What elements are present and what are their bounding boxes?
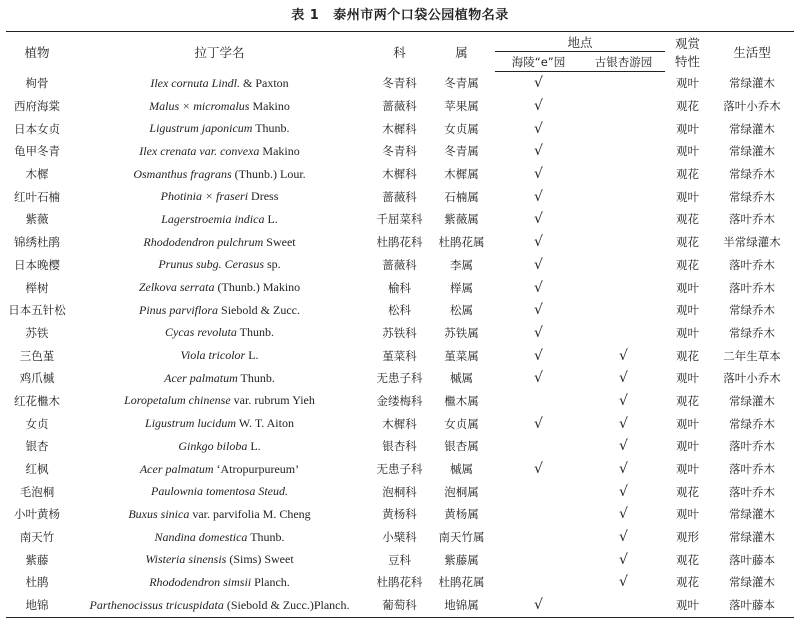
plant-name: 红枫 [25, 462, 49, 477]
header-plant: 植物 [6, 32, 68, 72]
latin-name [68, 254, 371, 277]
latin-name [68, 503, 371, 526]
lifeform: 常绿灌木 [729, 530, 776, 545]
genus: 紫藤属 [444, 552, 479, 567]
authority: & Paxton [239, 75, 289, 90]
family: 蔷薇科 [382, 99, 417, 114]
loc2-check: √ [619, 438, 628, 455]
lifeform: 常绿乔木 [729, 303, 776, 318]
loc2-check [582, 208, 665, 231]
loc1-check [495, 526, 582, 549]
loc1-check: √ [534, 188, 543, 205]
plant-name: 杜鹃 [25, 575, 49, 590]
plant-name: 日本女贞 [14, 121, 60, 136]
authority: L. [264, 211, 278, 226]
genus: 泡桐属 [444, 484, 479, 499]
loc2-check [582, 594, 665, 617]
lifeform: 落叶乔木 [729, 257, 776, 272]
table-row [6, 208, 794, 231]
authority: var. rubrum Yieh [230, 393, 315, 408]
loc2-check: √ [619, 347, 628, 364]
table-row [6, 117, 794, 140]
lifeform: 常绿乔木 [729, 189, 776, 204]
lifeform: 半常绿灌木 [723, 235, 781, 250]
genus: 石楠属 [444, 189, 479, 204]
feature: 观花 [676, 393, 700, 408]
loc2-check: √ [619, 506, 628, 523]
table-row [6, 72, 794, 95]
header-loc1: 海陵“e”园 [495, 52, 582, 72]
header-feature-line2: 特性 [675, 53, 701, 69]
genus: 榉属 [450, 280, 473, 295]
latin-name [68, 367, 371, 390]
plant-name: 红叶石楠 [14, 189, 60, 204]
table-row [6, 140, 794, 163]
plant-name: 女贞 [25, 416, 49, 431]
table-row [6, 526, 794, 549]
family: 银杏科 [382, 439, 417, 454]
authority: Thunb. [247, 529, 285, 544]
species-name: Photinia × fraseri [160, 189, 249, 204]
loc1-check: √ [534, 98, 543, 115]
latin-name [68, 435, 371, 458]
species-name: Buxus sinica [128, 506, 190, 521]
species-name: Ginkgo biloba [178, 438, 248, 453]
species-name: Lagerstroemia indica [161, 211, 265, 226]
feature: 观形 [676, 530, 700, 545]
plant-name: 日本晚樱 [14, 257, 60, 272]
table-row [6, 412, 794, 435]
family: 千屈菜科 [376, 212, 423, 227]
genus: 松属 [450, 303, 473, 318]
authority: L. [245, 348, 259, 363]
family: 木樨科 [382, 121, 417, 136]
loc1-check: √ [534, 347, 543, 364]
table-row [6, 322, 794, 345]
lifeform: 落叶藤本 [729, 552, 776, 567]
latin-name [68, 344, 371, 367]
feature: 观叶 [676, 371, 700, 386]
plant-rows [6, 72, 794, 618]
feature: 观花 [676, 257, 700, 272]
feature: 观叶 [676, 507, 700, 522]
plant-name: 红花檵木 [14, 393, 60, 408]
plant-name: 紫薇 [25, 212, 49, 227]
authority: Planch. [251, 574, 290, 589]
species-name: Acer palmatum [164, 370, 238, 385]
feature: 观花 [676, 235, 700, 250]
latin-name [68, 185, 371, 208]
family: 无患子科 [376, 462, 423, 477]
header-feature [665, 32, 710, 72]
loc1-check: √ [534, 75, 543, 92]
loc2-check [582, 299, 665, 322]
loc1-check [495, 480, 582, 503]
family: 豆科 [388, 552, 411, 567]
family: 蔷薇科 [382, 189, 417, 204]
feature: 观叶 [676, 416, 700, 431]
feature: 观花 [676, 99, 700, 114]
header-family: 科 [371, 32, 428, 72]
lifeform: 落叶乔木 [729, 280, 776, 295]
latin-name [68, 526, 371, 549]
latin-name [68, 548, 371, 571]
authority: sp. [264, 257, 281, 272]
family: 无患子科 [376, 371, 423, 386]
lifeform: 落叶乔木 [729, 212, 776, 227]
family: 榆科 [388, 280, 411, 295]
table-row [6, 254, 794, 277]
species-name: Acer palmatum [139, 461, 214, 476]
latin-name [68, 163, 371, 186]
lifeform: 常绿灌木 [729, 121, 776, 136]
species-name: Ligustrum japonicum [149, 121, 253, 136]
feature: 观叶 [676, 325, 700, 340]
species-name: Wisteria sinensis [145, 552, 227, 567]
authority: Thunb. [237, 370, 275, 385]
plant-name: 日本五针松 [8, 303, 66, 318]
family: 小檗科 [382, 530, 417, 545]
lifeform: 落叶藤本 [710, 594, 794, 617]
genus: 黄杨属 [444, 507, 479, 522]
plant-table [6, 31, 794, 618]
species-name: Nandina domestica [154, 529, 248, 544]
header-location: 地点 [495, 32, 665, 52]
plant-name: 枸骨 [25, 76, 49, 91]
feature: 观叶 [676, 144, 700, 159]
table-row [6, 367, 794, 390]
plant-name: 小叶黄杨 [14, 507, 60, 522]
genus: 苏铁属 [444, 325, 479, 340]
genus: 女贞属 [444, 416, 479, 431]
genus: 槭属 [450, 371, 473, 386]
family: 冬青科 [382, 144, 417, 159]
genus: 李属 [450, 257, 473, 272]
lifeform: 常绿灌木 [729, 575, 776, 590]
loc1-check: √ [534, 324, 543, 341]
table-title: 泰州市两个口袋公园植物名录 [333, 8, 509, 23]
authority: Makino [249, 98, 290, 113]
loc1-check: √ [534, 120, 543, 137]
genus: 杜鹃花属 [438, 235, 485, 250]
loc2-check [582, 163, 665, 186]
table-row [6, 435, 794, 458]
loc1-check: √ [534, 211, 543, 228]
feature: 观叶 [676, 121, 700, 136]
authority: Makino [259, 143, 300, 158]
lifeform: 落叶乔木 [729, 484, 776, 499]
genus: 冬青属 [444, 144, 479, 159]
loc2-check: √ [619, 574, 628, 591]
loc1-check: √ [534, 166, 543, 183]
species-name: Rhododendron pulchrum [143, 234, 264, 249]
latin-name [68, 390, 371, 413]
authority: Dress [248, 189, 279, 204]
family: 松科 [388, 303, 411, 318]
loc1-check: √ [534, 279, 543, 296]
genus: 木樨属 [444, 167, 479, 182]
table-row [6, 344, 794, 367]
family: 泡桐科 [382, 484, 417, 499]
loc1-check: √ [534, 370, 543, 387]
latin-name [68, 571, 371, 594]
family: 苏铁科 [382, 325, 417, 340]
species-name: Pinus parviflora [139, 302, 219, 317]
table-row [6, 163, 794, 186]
genus: 地锦属 [428, 594, 495, 617]
loc2-check [582, 185, 665, 208]
family: 蔷薇科 [382, 257, 417, 272]
loc2-check [582, 95, 665, 118]
table-row [6, 299, 794, 322]
feature: 观叶 [676, 189, 700, 204]
loc2-check: √ [619, 370, 628, 387]
species-name: Ilex cornuta Lindl. [150, 75, 240, 90]
lifeform: 常绿乔木 [729, 325, 776, 340]
species-name: Osmanthus fragrans [133, 166, 232, 181]
plant-name: 木樨 [25, 167, 49, 182]
loc1-check [495, 435, 582, 458]
family: 木樨科 [382, 416, 417, 431]
family: 冬青科 [382, 76, 417, 91]
genus: 檵木属 [444, 393, 479, 408]
loc2-check: √ [619, 415, 628, 432]
table-row [6, 95, 794, 118]
authority: var. parvifolia M. Cheng [189, 506, 311, 521]
table-row [6, 276, 794, 299]
feature: 观花 [676, 348, 700, 363]
lifeform: 落叶乔木 [729, 462, 776, 477]
latin-name [68, 299, 371, 322]
loc1-check: √ [534, 143, 543, 160]
genus: 银杏属 [444, 439, 479, 454]
header-feature-line1: 观赏 [675, 35, 701, 51]
plant-name: 西府海棠 [14, 99, 60, 114]
plant-name: 榉树 [25, 280, 49, 295]
plant-name: 龟甲冬青 [14, 144, 60, 159]
loc1-check: √ [534, 415, 543, 432]
plant-name: 锦绣杜鹃 [14, 235, 60, 250]
loc2-check [582, 231, 665, 254]
genus: 堇菜属 [444, 348, 479, 363]
loc2-check: √ [619, 392, 628, 409]
plant-name: 三色堇 [19, 348, 55, 363]
table-row [6, 390, 794, 413]
genus: 紫薇属 [444, 212, 479, 227]
family: 堇菜科 [382, 348, 417, 363]
loc1-check: √ [534, 302, 543, 319]
loc2-check [582, 322, 665, 345]
authority: Thunb. [252, 121, 290, 136]
table-row [6, 548, 794, 571]
loc1-check: √ [534, 461, 543, 478]
table-row [6, 231, 794, 254]
genus: 苹果属 [444, 99, 479, 114]
feature: 观花 [676, 167, 700, 182]
loc2-check [582, 140, 665, 163]
loc1-check: √ [534, 234, 543, 251]
loc1-check [495, 390, 582, 413]
authority: Thunb. [236, 325, 274, 340]
header-latin: 拉丁学名 [68, 32, 371, 72]
lifeform: 常绿灌木 [729, 144, 776, 159]
latin-name [68, 208, 371, 231]
species-name: Viola tricolor [180, 348, 246, 363]
lifeform: 落叶乔木 [729, 439, 776, 454]
table-caption [0, 4, 800, 23]
plant-name: 地锦 [6, 594, 68, 617]
genus: 冬青属 [444, 76, 479, 91]
feature: 观叶 [676, 76, 700, 91]
table-row [6, 503, 794, 526]
authority: L. [247, 438, 261, 453]
table-row [6, 594, 794, 617]
species-name: Prunus subg. Cerasus [158, 257, 264, 272]
loc1-check [495, 571, 582, 594]
latin-name [68, 276, 371, 299]
latin-name [68, 412, 371, 435]
authority: (Thunb.) Lour. [231, 166, 306, 181]
authority: (Sims) Sweet [226, 552, 294, 567]
species-name: Paulownia tomentosa Steud. [151, 484, 288, 499]
feature: 观花 [676, 575, 700, 590]
latin-name [68, 458, 371, 481]
genus: 槭属 [450, 462, 473, 477]
loc2-check: √ [619, 551, 628, 568]
species-name: Rhododendron simsii [149, 574, 252, 589]
family: 杜鹃花科 [376, 235, 423, 250]
genus: 女贞属 [444, 121, 479, 136]
lifeform: 常绿乔木 [729, 416, 776, 431]
header-genus: 属 [428, 32, 495, 72]
loc2-check [582, 117, 665, 140]
feature: 观叶 [676, 280, 700, 295]
loc1-check: √ [495, 594, 582, 617]
loc2-check: √ [619, 529, 628, 546]
lifeform: 二年生草本 [723, 348, 781, 363]
lifeform: 常绿乔木 [729, 167, 776, 182]
plant-name: 南天竹 [19, 530, 55, 545]
plant-name: 银杏 [25, 439, 49, 454]
loc1-check [495, 548, 582, 571]
lifeform: 落叶小乔木 [723, 371, 781, 386]
species-name: Loropetalum chinense [124, 393, 231, 408]
family: 黄杨科 [382, 507, 417, 522]
latin-name [68, 322, 371, 345]
header-lifeform: 生活型 [710, 32, 794, 72]
lifeform: 落叶小乔木 [723, 99, 781, 114]
loc2-check [582, 72, 665, 95]
species-name: Ilex crenata var. convexa [139, 143, 260, 158]
plant-name: 苏铁 [25, 325, 49, 340]
loc2-check [582, 276, 665, 299]
table-row [6, 480, 794, 503]
latin-name [68, 231, 371, 254]
feature: 观叶 [676, 462, 700, 477]
species-name: Cycas revoluta [165, 325, 237, 340]
authority: Siebold & Zucc. [218, 302, 300, 317]
species-name: Zelkova serrata [138, 280, 215, 295]
table-row [6, 571, 794, 594]
family: 杜鹃花科 [376, 575, 423, 590]
feature: 观叶 [665, 594, 710, 617]
plant-name: 紫藤 [25, 552, 49, 567]
lifeform: 常绿灌木 [729, 393, 776, 408]
loc2-check [582, 254, 665, 277]
latin-name [68, 140, 371, 163]
genus: 南天竹属 [438, 530, 485, 545]
feature: 观花 [676, 484, 700, 499]
loc1-check: √ [534, 256, 543, 273]
species-name: Parthenocissus tricuspidata [89, 597, 224, 612]
latin-name [68, 480, 371, 503]
genus: 杜鹃花属 [438, 575, 485, 590]
table-row [6, 458, 794, 481]
latin-name [68, 117, 371, 140]
plant-name: 毛泡桐 [19, 484, 55, 499]
authority: Sweet [263, 234, 296, 249]
loc1-check [495, 503, 582, 526]
authority: W. T. Aiton [236, 416, 294, 431]
family: 葡萄科 [371, 594, 428, 617]
feature: 观花 [676, 552, 700, 567]
loc2-check: √ [619, 461, 628, 478]
table-row [6, 185, 794, 208]
authority: (Thunb.) Makino [214, 280, 301, 295]
latin-name [68, 594, 371, 617]
lifeform: 常绿灌木 [729, 507, 776, 522]
plant-name: 鸡爪槭 [19, 371, 55, 386]
lifeform: 常绿灌木 [729, 76, 776, 91]
loc2-check: √ [619, 483, 628, 500]
species-name: Malus × micromalus [149, 98, 250, 113]
latin-name [68, 72, 371, 95]
authority: (Siebold & Zucc.)Planch. [223, 597, 350, 612]
family: 金缕梅科 [376, 393, 423, 408]
feature: 观叶 [676, 439, 700, 454]
header-loc2: 古银杏游园 [582, 52, 665, 72]
table-number: 表 1 [291, 8, 320, 23]
latin-name [68, 95, 371, 118]
species-name: Ligustrum lucidum [145, 416, 237, 431]
family: 木樨科 [382, 167, 417, 182]
feature: 观叶 [676, 303, 700, 318]
feature: 观花 [676, 212, 700, 227]
authority: ‘Atropurpureum’ [213, 461, 300, 476]
